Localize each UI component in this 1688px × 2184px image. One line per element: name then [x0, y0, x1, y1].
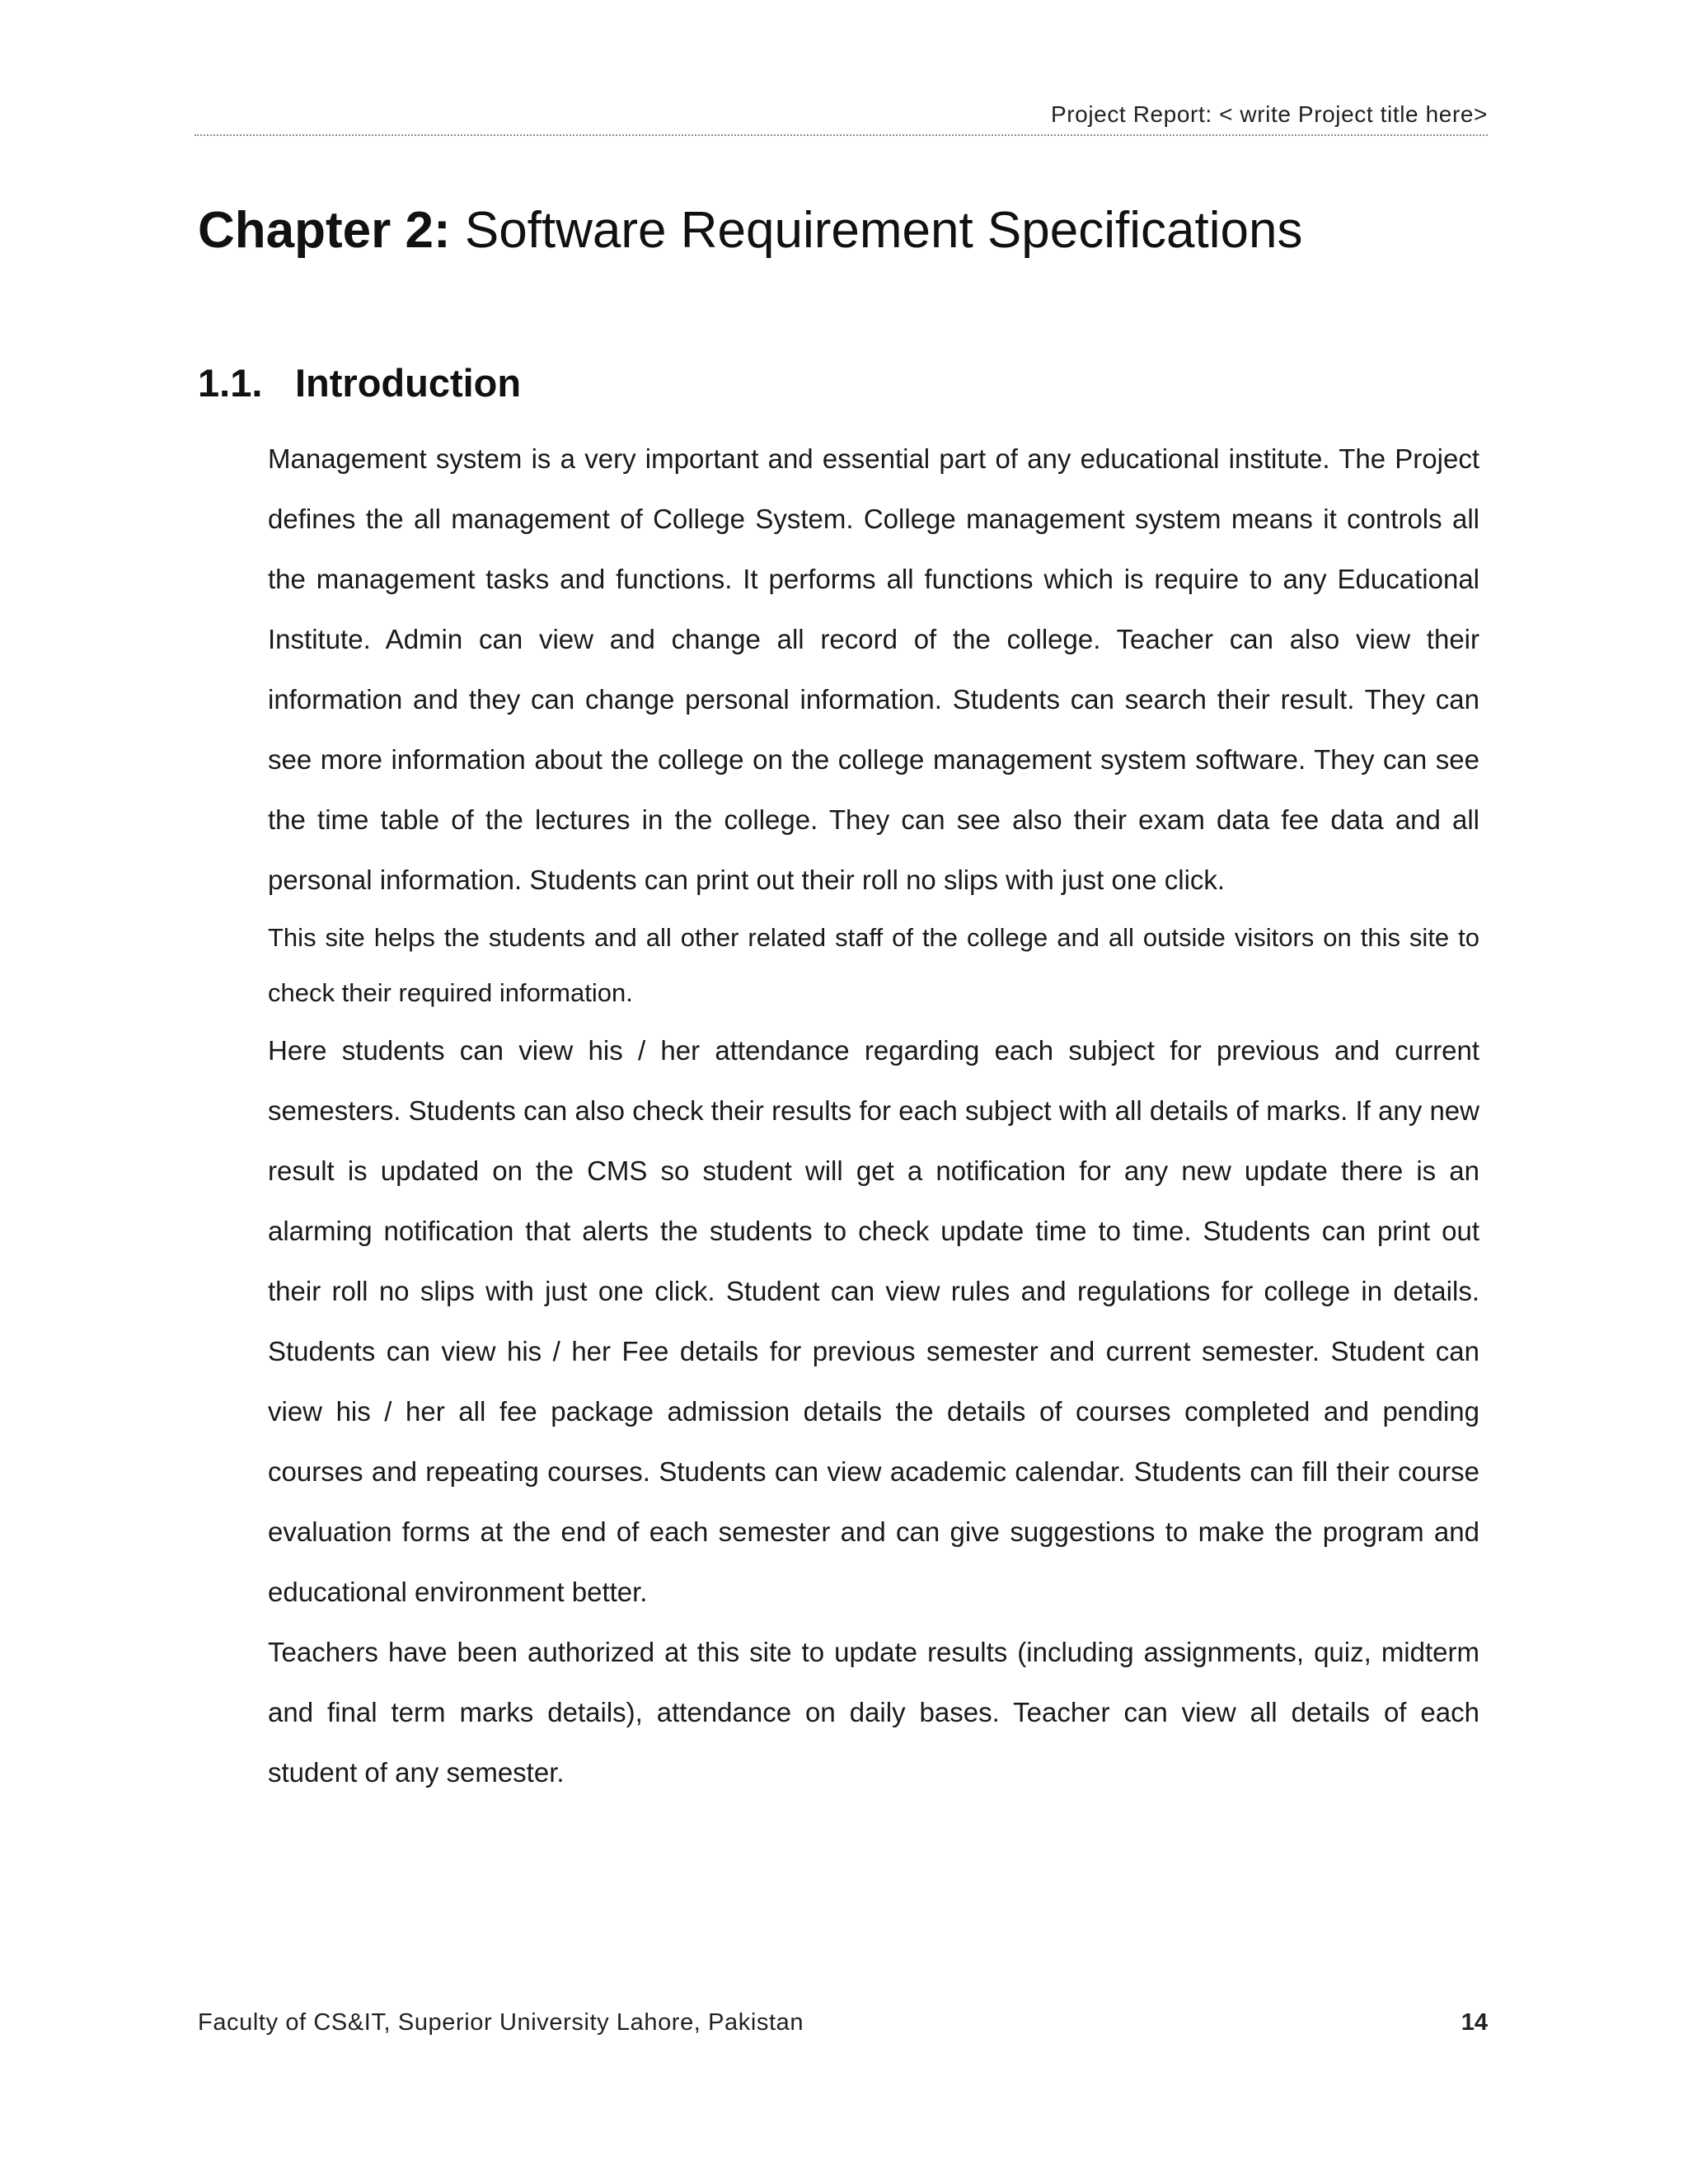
page-number: 14 [1461, 2009, 1488, 2036]
running-header: Project Report: < write Project title here> [1050, 101, 1488, 127]
paragraph-student-features: Here students can view his / her attendance regarding each subject for previous and current semesters. Students can also check their results for each subject with all details of marks. If any new result is updated on the CMS so student will get a notification for any new update there is an alarming notification that alerts the students to check update time to time. Students can print out their roll no slips with just one click. Student can view rules and regulations for college in details. Students can view his / her Fee details for previous semester and current semester. Student can view his / her all fee package admission details the details of courses completed and pending courses and repeating courses. Students can view academic calendar. Students can fill their course evaluation forms at the end of each semester and can give suggestions to make the program and educational environment better. [268, 1035, 1479, 1607]
section-title: Introduction [295, 361, 522, 405]
chapter-title-text: Software Requirement Specifications [464, 202, 1303, 259]
footer-institution: Faculty of CS&IT, Superior University Lahore, Pakistan [198, 2009, 804, 2036]
section-number: 1.1. [198, 361, 263, 405]
paragraph-intro: Management system is a very important and essential part of any educational institute. The Project defines the all management of College System. College management system means it controls all the management tasks and functions. It performs all functions which is require to any Educational Institute. Admin can view and change all record of the college. Teacher can also view their information and they can change personal information. Students can search their result. They can see more information about the college on the college management system software. They can see the time table of the lectures in the college. They can see also their exam data fee data and all personal information. Students can print out their roll no slips with just one click. [268, 443, 1479, 895]
paragraph-site-purpose: This site helps the students and all other related staff of the college and all outside visitors on this site to check their required information. [268, 923, 1479, 1007]
header-divider [195, 134, 1488, 136]
body-text [268, 429, 1479, 1802]
paragraph-teacher-features: Teachers have been authorized at this site to update results (including assignments, quiz, midterm and final term marks details), attendance on daily bases. Teacher can view all details of each student of any semester. [268, 1637, 1479, 1788]
chapter-title [198, 198, 1302, 264]
chapter-number: Chapter 2: [198, 202, 451, 259]
section-heading [198, 357, 521, 410]
